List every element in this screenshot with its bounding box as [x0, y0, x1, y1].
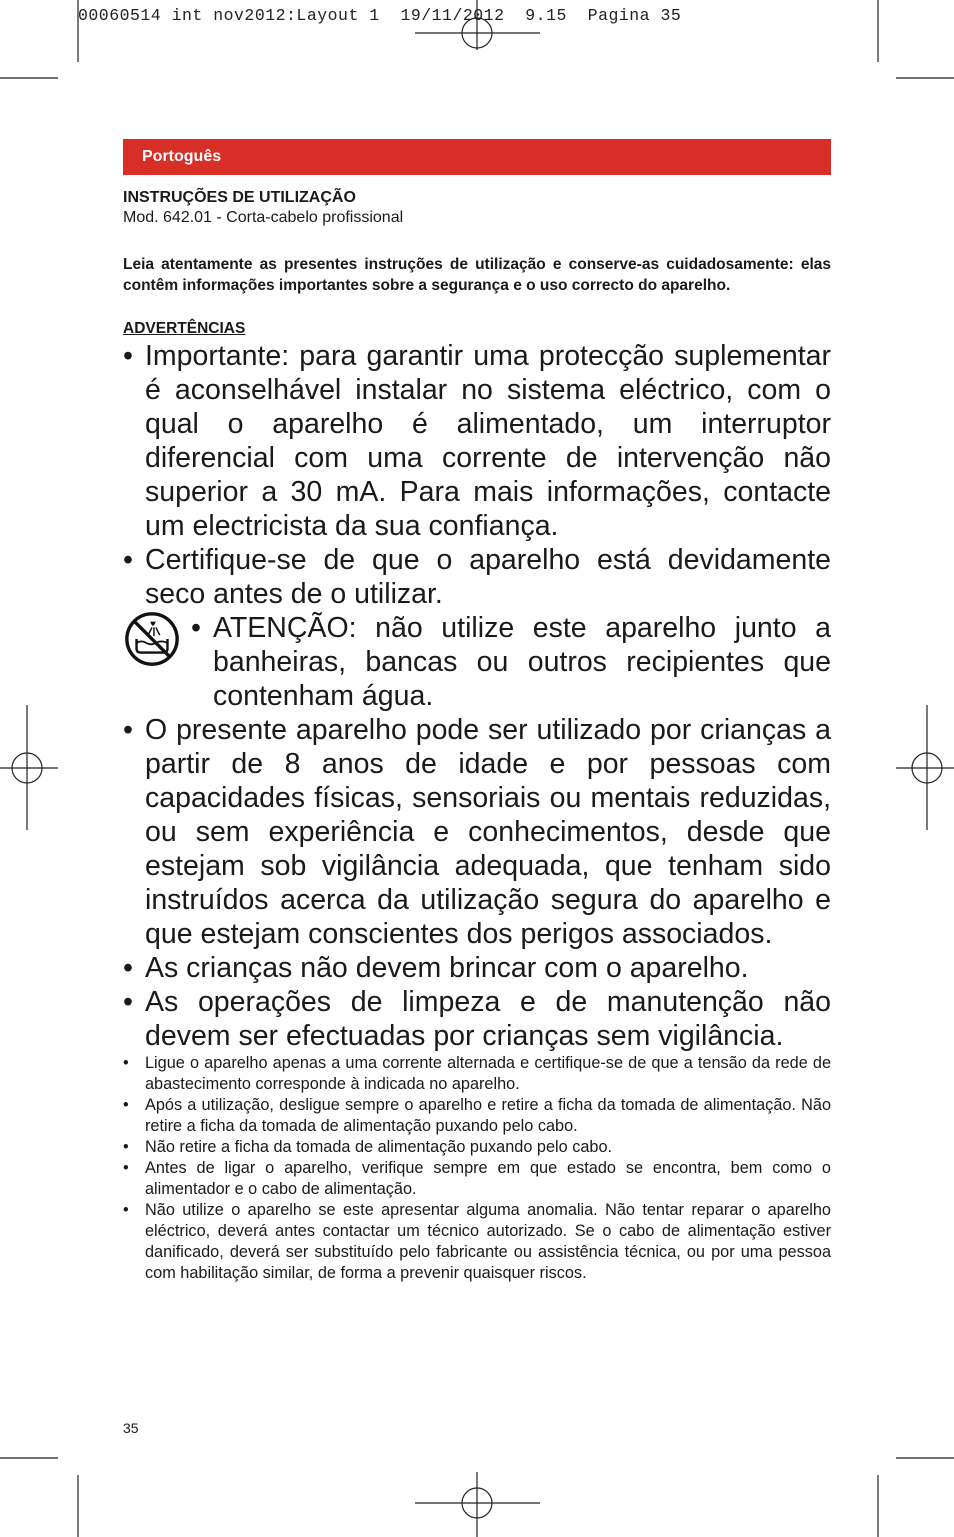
list-item: • Antes de ligar o aparelho, verifique sempre em que estado se encontra, bem como o alimentador e o cabo de alimentação. [123, 1158, 831, 1200]
model-line: Mod. 642.01 - Corta-cabelo profissional [123, 209, 404, 226]
list-item: • O presente aparelho pode ser utilizado por crianças a partir de 8 anos de idade e por pessoas com capacidades físicas, sensoriais ou mentais reduzidas, ou sem experiência e conhecimentos, desde que estejam sob vigilância adequada, que tenham sido instruídos acerca da utilização segura do aparelho e que estejam conscientes dos perigos associados. [123, 713, 831, 951]
language-label: Portoguês [142, 148, 222, 165]
warnings-heading: ADVERTÊNCIAS [123, 320, 246, 337]
warnings-small-list [123, 1053, 831, 1284]
list-item: • Não utilize o aparelho se este apresentar alguma anomalia. Não tentar reparar o aparelho eléctrico, deverá antes contactar um técnico autorizado. Se o cabo de alimentação estiver danificado, deverá ser substituído pelo fabricante ou assistência técnica, ou por uma pessoa com habilitação similar, de forma a prevenir quaisquer riscos. [123, 1200, 831, 1284]
language-bar [123, 139, 831, 175]
doc-title: INSTRUÇÕES DE UTILIZAÇÃO [123, 189, 356, 206]
list-item: • Não retire a ficha da tomada de alimentação puxando pelo cabo. [123, 1137, 831, 1158]
intro-paragraph: Leia atentamente as presentes instruções de utilização e conserve-as cuidadosamente: elas contêm informações importantes sobre a segurança e o uso correcto do aparelho. [123, 256, 831, 294]
bath-warning-text: ATENÇÃO: não utilize este aparelho junto a banheiras, bancas ou outros recipientes que contenham água. [213, 612, 831, 712]
list-item: • As crianças não devem brincar com o aparelho. [123, 951, 831, 985]
list-item: • Após a utilização, desligue sempre o aparelho e retire a ficha da tomada de alimentação. Não retire a ficha da tomada de alimentação puxando pelo cabo. [123, 1095, 831, 1137]
page-number: 35 [123, 1420, 139, 1436]
manual-content [123, 188, 831, 1284]
list-item: • Importante: para garantir uma protecção suplementar é aconselhável instalar no sistema eléctrico, com o qual o aparelho é alimentado, um interruptor diferencial com uma corrente de intervenção não superior a 30 mA. Para mais informações, contacte um electricista da sua confiança. [123, 339, 831, 543]
list-item: • As operações de limpeza e de manutenção não devem ser efectuadas por crianças sem vigilância. [123, 985, 831, 1053]
warnings-large-list [123, 339, 831, 1053]
print-slug: 00060514 int nov2012:Layout 1 19/11/2012 9.15 Pagina 35 [78, 6, 682, 25]
list-item: • Certifique-se de que o aparelho está devidamente seco antes de o utilizar. [123, 543, 831, 611]
list-item: • Ligue o aparelho apenas a uma corrente alternada e certifique-se de que a tensão da rede de abastecimento corresponde à indicada no aparelho. [123, 1053, 831, 1095]
no-water-bath-icon [123, 610, 181, 668]
list-item-bath-warning [123, 611, 831, 713]
